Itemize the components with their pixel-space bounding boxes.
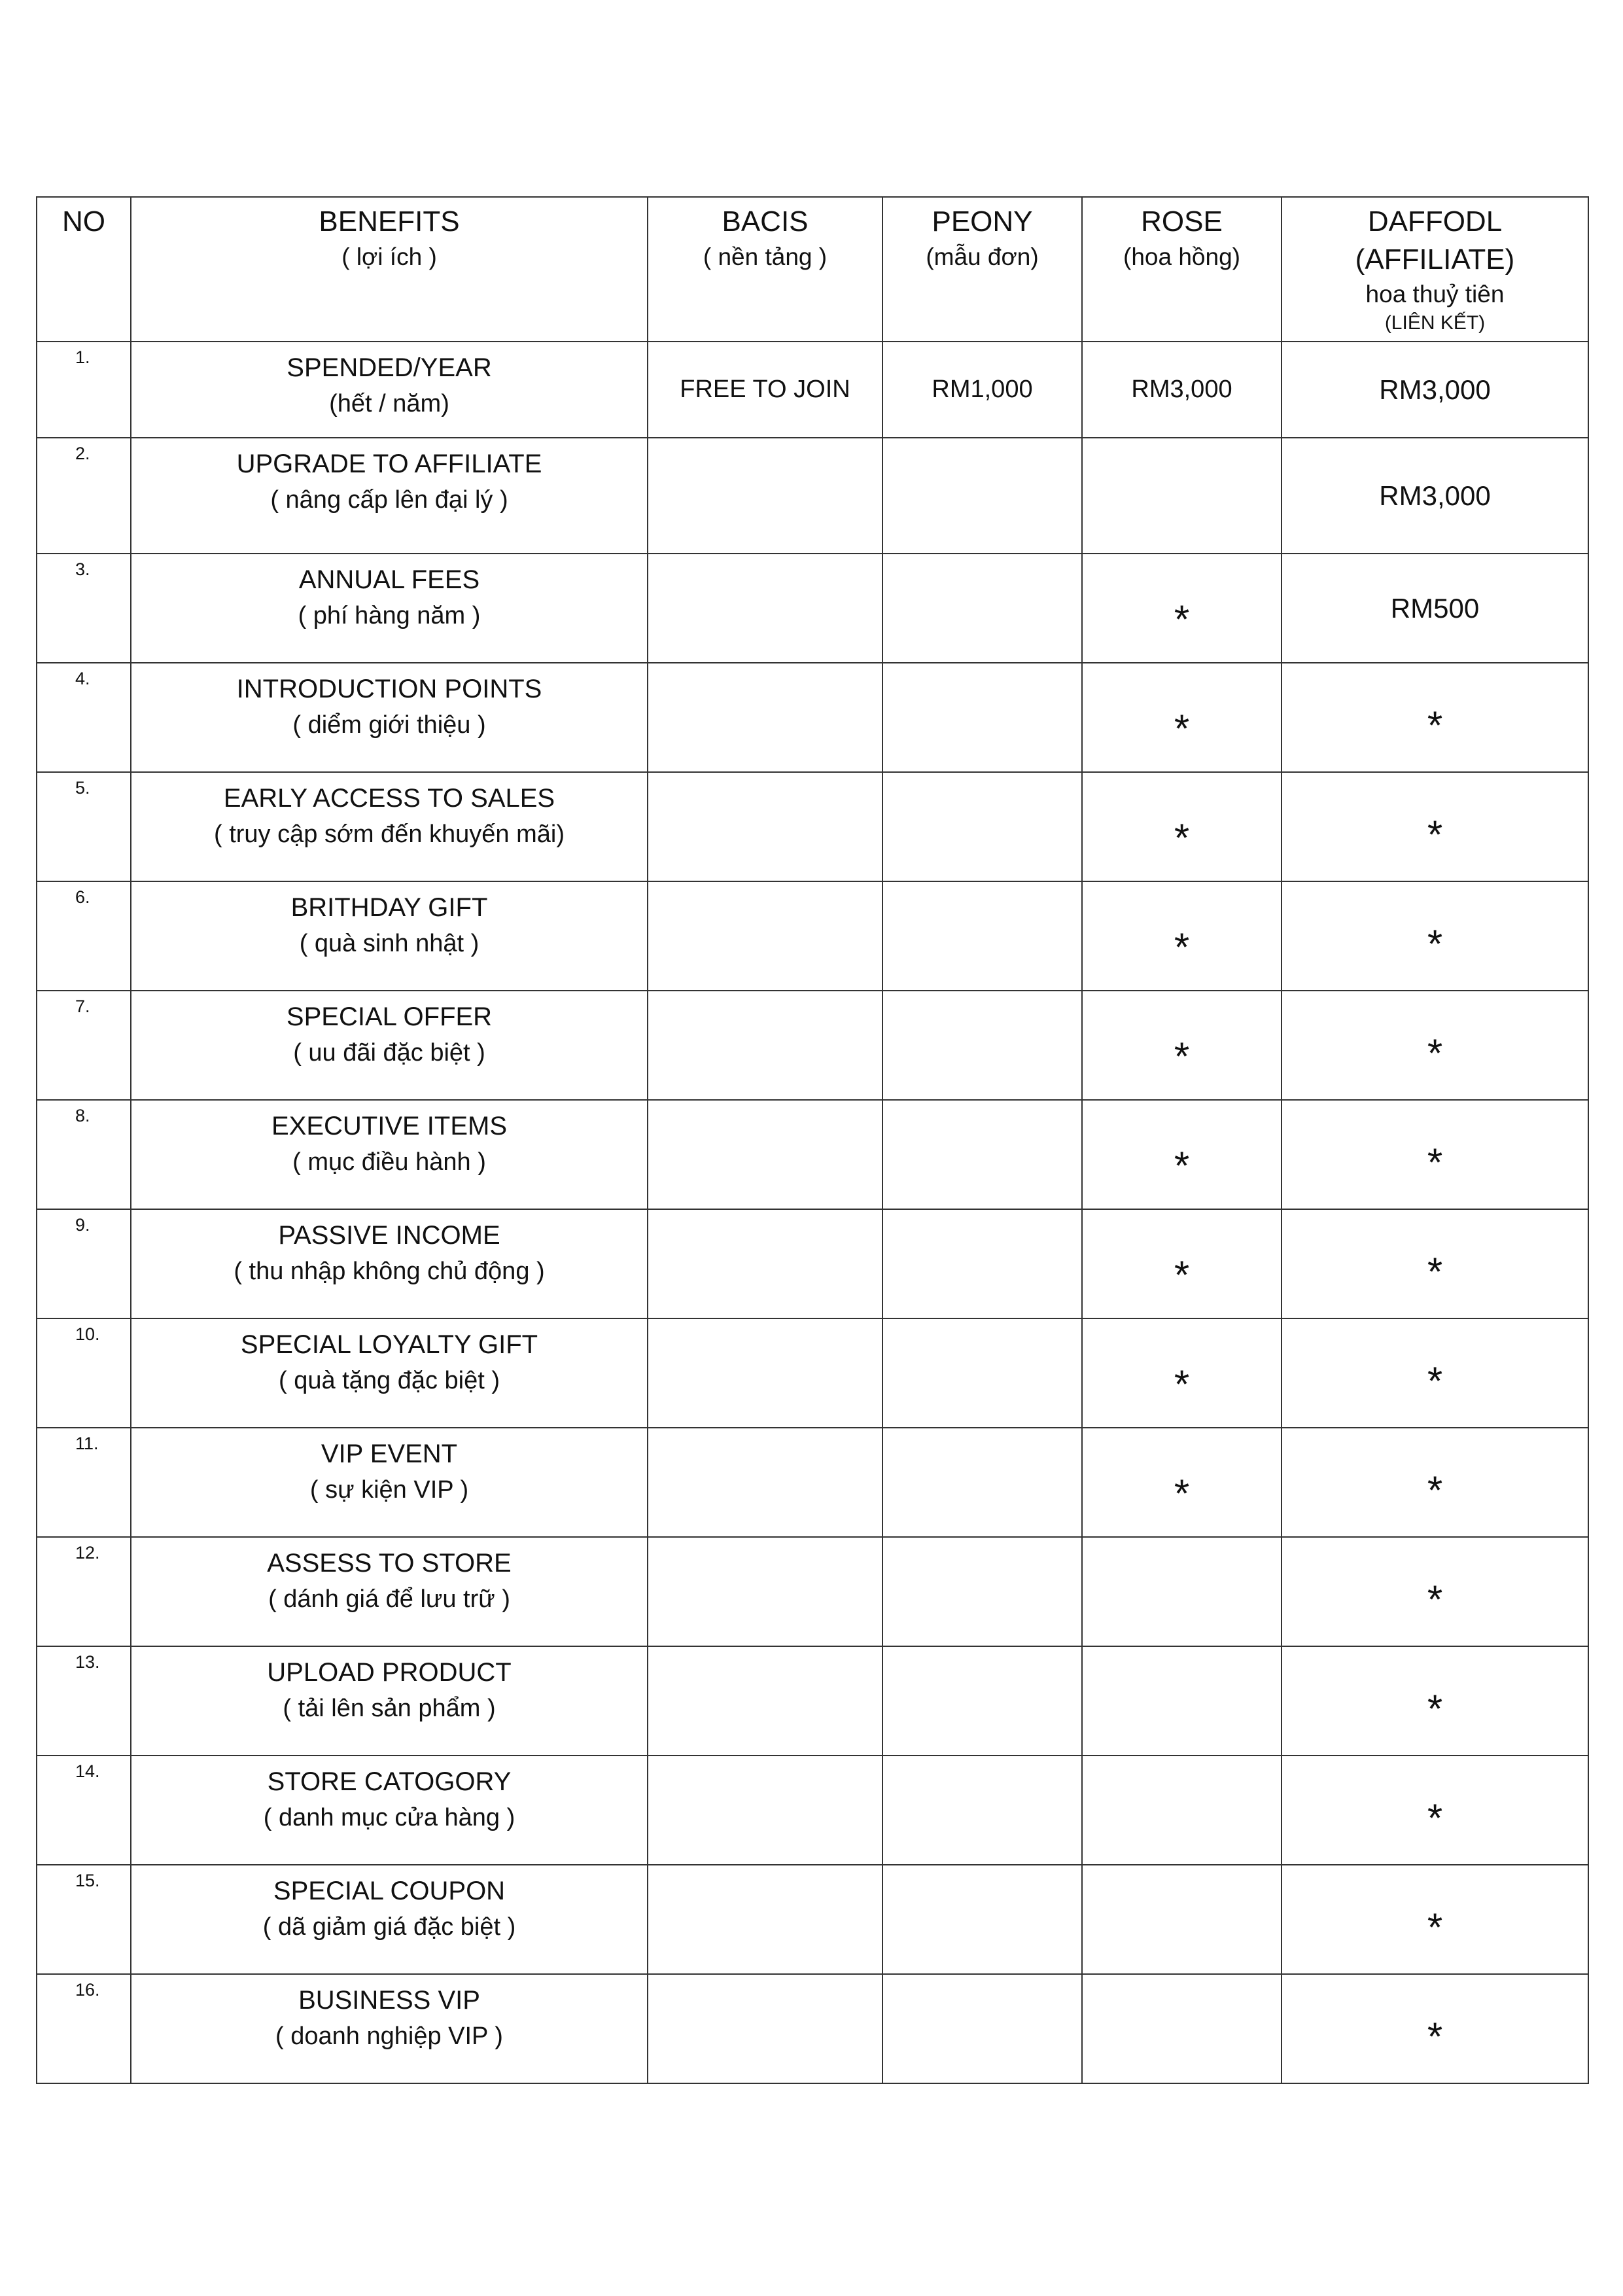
- benefit-title: STORE CATOGORY: [267, 1767, 512, 1796]
- rose-cell: [1082, 881, 1282, 991]
- table-row: [37, 342, 1588, 438]
- row-number: 16.: [75, 1980, 100, 2000]
- peony-cell: [882, 1428, 1082, 1537]
- daffodl-value: RM3,000: [1379, 374, 1491, 405]
- daffodl-cell: [1282, 1974, 1588, 2083]
- row-number-cell: [37, 772, 131, 881]
- row-number: 1.: [75, 347, 90, 367]
- rose-cell: [1082, 1756, 1282, 1865]
- peony-cell: [882, 772, 1082, 881]
- benefit-cell: [131, 991, 648, 1100]
- rose-cell: [1082, 991, 1282, 1100]
- table-row: [37, 1865, 1588, 1974]
- peony-cell: [882, 554, 1082, 663]
- benefit-subtitle: ( tải lên sản phẩm ): [283, 1695, 496, 1722]
- rose-included-mark: *: [1174, 597, 1190, 641]
- daffodl-cell: [1282, 1318, 1588, 1428]
- table-row: [37, 1100, 1588, 1209]
- bacis-cell: [648, 342, 882, 438]
- row-number-cell: [37, 1974, 131, 2083]
- benefit-cell: [131, 663, 648, 772]
- benefit-subtitle: ( phí hàng năm ): [298, 602, 481, 629]
- benefit-subtitle: (hết / năm): [329, 390, 449, 417]
- bacis-cell: [648, 554, 882, 663]
- row-number-cell: [37, 1537, 131, 1646]
- rose-included-mark: *: [1174, 1362, 1190, 1406]
- benefit-cell: [131, 1756, 648, 1865]
- daffodl-included-mark: *: [1427, 1905, 1443, 1949]
- rose-cell: [1082, 1974, 1282, 2083]
- row-number-cell: [37, 554, 131, 663]
- daffodl-included-mark: *: [1427, 1468, 1443, 1512]
- bacis-cell: [648, 1865, 882, 1974]
- header-benefits: [131, 197, 648, 342]
- table-row: [37, 991, 1588, 1100]
- row-number: 15.: [75, 1871, 100, 1890]
- daffodl-included-mark: *: [1427, 2014, 1443, 2058]
- benefit-cell: [131, 1865, 648, 1974]
- row-number-cell: [37, 1865, 131, 1974]
- row-number: 2.: [75, 444, 90, 463]
- benefit-title: ANNUAL FEES: [298, 565, 480, 594]
- row-number: 11.: [75, 1434, 99, 1453]
- row-number-cell: [37, 342, 131, 438]
- benefit-cell: [131, 1209, 648, 1318]
- table-row: [37, 1646, 1588, 1756]
- daffodl-cell: [1282, 1100, 1588, 1209]
- benefit-subtitle: ( doanh nghiệp VIP ): [275, 2022, 503, 2050]
- benefit-cell: [131, 342, 648, 438]
- row-number: 10.: [75, 1324, 100, 1344]
- header-daffodl-sub2: (LIÊN KẾT): [1384, 312, 1486, 334]
- benefit-subtitle: ( sự kiện VIP ): [309, 1476, 469, 1504]
- table-row: [37, 438, 1588, 554]
- benefit-cell: [131, 881, 648, 991]
- daffodl-cell: [1282, 1756, 1588, 1865]
- benefit-title: UPLOAD PRODUCT: [267, 1658, 512, 1687]
- benefit-subtitle: ( mục điều hành ): [292, 1148, 486, 1176]
- bacis-cell: [648, 1537, 882, 1646]
- benefit-cell: [131, 1646, 648, 1756]
- bacis-cell: [648, 1756, 882, 1865]
- peony-cell: [882, 663, 1082, 772]
- rose-cell: [1082, 342, 1282, 438]
- benefit-subtitle: ( quà tặng đặc biệt ): [279, 1367, 500, 1394]
- rose-cell: [1082, 554, 1282, 663]
- header-bacis-sub: ( nền tảng ): [703, 243, 828, 270]
- rose-cell: [1082, 1646, 1282, 1756]
- rose-cell: [1082, 1537, 1282, 1646]
- rose-cell: [1082, 1428, 1282, 1537]
- benefit-cell: [131, 554, 648, 663]
- benefit-subtitle: ( nâng cấp lên đại lý ): [270, 486, 508, 514]
- rose-value: RM3,000: [1131, 376, 1232, 403]
- peony-cell: [882, 1646, 1082, 1756]
- daffodl-included-mark: *: [1427, 921, 1443, 966]
- header-bacis: [648, 197, 882, 342]
- daffodl-cell: [1282, 772, 1588, 881]
- benefit-cell: [131, 772, 648, 881]
- row-number: 12.: [75, 1543, 100, 1563]
- benefit-title: EXECUTIVE ITEMS: [271, 1112, 508, 1140]
- rose-included-mark: *: [1174, 1252, 1190, 1297]
- benefit-title: SPECIAL LOYALTY GIFT: [240, 1330, 538, 1359]
- daffodl-cell: [1282, 342, 1588, 438]
- peony-cell: [882, 1537, 1082, 1646]
- benefit-subtitle: ( danh mục cửa hàng ): [263, 1804, 515, 1831]
- daffodl-included-mark: *: [1427, 812, 1443, 857]
- benefit-subtitle: ( thu nhập không chủ động ): [234, 1258, 545, 1285]
- daffodl-included-mark: *: [1427, 1140, 1443, 1184]
- row-number-cell: [37, 1756, 131, 1865]
- header-daffodl: [1282, 197, 1588, 342]
- benefit-title: VIP EVENT: [321, 1439, 458, 1468]
- rose-cell: [1082, 663, 1282, 772]
- header-rose-title: ROSE: [1141, 205, 1223, 238]
- header-benefits-sub: ( lợi ích ): [341, 243, 437, 270]
- bacis-cell: [648, 438, 882, 554]
- bacis-value: FREE TO JOIN: [680, 376, 850, 403]
- bacis-cell: [648, 1646, 882, 1756]
- benefit-title: EARLY ACCESS TO SALES: [223, 784, 555, 813]
- benefit-subtitle: ( diểm giới thiệu ): [292, 711, 486, 739]
- benefit-subtitle: ( dánh giá để lưu trữ ): [268, 1585, 510, 1613]
- row-number-cell: [37, 438, 131, 554]
- daffodl-cell: [1282, 991, 1588, 1100]
- daffodl-value: RM3,000: [1379, 480, 1491, 511]
- row-number: 14.: [75, 1761, 100, 1781]
- rose-included-mark: *: [1174, 1143, 1190, 1188]
- bacis-cell: [648, 1428, 882, 1537]
- daffodl-included-mark: *: [1427, 1358, 1443, 1403]
- peony-cell: [882, 438, 1082, 554]
- row-number: 4.: [75, 669, 90, 688]
- benefit-title: BUSINESS VIP: [298, 1986, 480, 2015]
- row-number: 13.: [75, 1652, 100, 1672]
- header-daffodl-title: DAFFODL: [1367, 205, 1503, 238]
- row-number-cell: [37, 1428, 131, 1537]
- bacis-cell: [648, 991, 882, 1100]
- peony-cell: [882, 881, 1082, 991]
- row-number-cell: [37, 1318, 131, 1428]
- daffodl-value: RM500: [1390, 592, 1480, 624]
- header-no: [37, 197, 131, 342]
- rose-cell: [1082, 1100, 1282, 1209]
- bacis-cell: [648, 663, 882, 772]
- header-no-label: NO: [62, 205, 105, 238]
- benefit-subtitle: ( quà sinh nhật ): [299, 930, 480, 957]
- peony-cell: [882, 1209, 1082, 1318]
- peony-cell: [882, 1974, 1082, 2083]
- header-peony-title: PEONY: [932, 205, 1033, 238]
- daffodl-cell: [1282, 554, 1588, 663]
- rose-included-mark: *: [1174, 925, 1190, 969]
- row-number: 7.: [75, 997, 90, 1016]
- rose-cell: [1082, 772, 1282, 881]
- row-number-cell: [37, 991, 131, 1100]
- row-number-cell: [37, 663, 131, 772]
- benefit-title: UPGRADE TO AFFILIATE: [236, 450, 542, 478]
- peony-value: RM1,000: [932, 376, 1033, 403]
- row-number: 5.: [75, 778, 90, 798]
- peony-cell: [882, 1318, 1082, 1428]
- rose-included-mark: *: [1174, 1471, 1190, 1515]
- daffodl-cell: [1282, 663, 1588, 772]
- rose-cell: [1082, 1209, 1282, 1318]
- header-peony-sub: (mẫu đơn): [926, 243, 1039, 270]
- header-rose: [1082, 197, 1282, 342]
- daffodl-cell: [1282, 1646, 1588, 1756]
- benefit-title: PASSIVE INCOME: [278, 1221, 500, 1250]
- table-row: [37, 1428, 1588, 1537]
- row-number: 9.: [75, 1215, 90, 1235]
- benefit-title: SPENDED/YEAR: [287, 353, 492, 382]
- daffodl-included-mark: *: [1427, 1031, 1443, 1075]
- benefit-title: INTRODUCTION POINTS: [236, 675, 542, 703]
- row-number-cell: [37, 1100, 131, 1209]
- benefit-cell: [131, 1974, 648, 2083]
- row-number-cell: [37, 1646, 131, 1756]
- peony-cell: [882, 342, 1082, 438]
- daffodl-included-mark: *: [1427, 703, 1443, 747]
- benefit-subtitle: ( truy cập sớm đến khuyến mãi): [213, 821, 565, 848]
- table-row: [37, 554, 1588, 663]
- header-daffodl-sub: hoa thuỷ tiên: [1365, 281, 1505, 308]
- bacis-cell: [648, 1100, 882, 1209]
- bacis-cell: [648, 1318, 882, 1428]
- row-number: 3.: [75, 559, 90, 579]
- benefit-cell: [131, 1428, 648, 1537]
- bacis-cell: [648, 1974, 882, 2083]
- benefit-cell: [131, 1318, 648, 1428]
- benefits-table: [36, 196, 1589, 2084]
- benefit-subtitle: ( uu đãi đặc biệt ): [293, 1039, 485, 1067]
- table-row: [37, 772, 1588, 881]
- benefit-title: BRITHDAY GIFT: [290, 893, 488, 922]
- header-daffodl-title2: (AFFILIATE): [1355, 243, 1515, 275]
- daffodl-cell: [1282, 1209, 1588, 1318]
- table-row: [37, 881, 1588, 991]
- bacis-cell: [648, 772, 882, 881]
- table-row: [37, 1974, 1588, 2083]
- header-rose-sub: (hoa hồng): [1123, 243, 1240, 270]
- table-row: [37, 1537, 1588, 1646]
- header-benefits-title: BENEFITS: [319, 205, 460, 238]
- header-bacis-title: BACIS: [722, 205, 809, 238]
- rose-included-mark: *: [1174, 815, 1190, 860]
- benefit-cell: [131, 1100, 648, 1209]
- benefit-cell: [131, 438, 648, 554]
- daffodl-cell: [1282, 881, 1588, 991]
- table-row: [37, 1756, 1588, 1865]
- benefit-cell: [131, 1537, 648, 1646]
- daffodl-cell: [1282, 1428, 1588, 1537]
- peony-cell: [882, 1756, 1082, 1865]
- row-number: 8.: [75, 1106, 90, 1125]
- bacis-cell: [648, 1209, 882, 1318]
- table-row: [37, 1209, 1588, 1318]
- bacis-cell: [648, 881, 882, 991]
- benefit-title: SPECIAL COUPON: [273, 1877, 506, 1905]
- rose-cell: [1082, 1865, 1282, 1974]
- table-row: [37, 663, 1588, 772]
- header-peony: [882, 197, 1082, 342]
- daffodl-included-mark: *: [1427, 1686, 1443, 1731]
- daffodl-cell: [1282, 1537, 1588, 1646]
- row-number-cell: [37, 1209, 131, 1318]
- row-number: 6.: [75, 887, 90, 907]
- peony-cell: [882, 1100, 1082, 1209]
- daffodl-included-mark: *: [1427, 1249, 1443, 1294]
- benefit-title: SPECIAL OFFER: [286, 1002, 493, 1031]
- benefit-subtitle: ( dã giảm giá đặc biệt ): [262, 1913, 516, 1941]
- rose-cell: [1082, 438, 1282, 554]
- daffodl-included-mark: *: [1427, 1795, 1443, 1840]
- header-row: [37, 197, 1588, 342]
- table-body: [37, 342, 1588, 2083]
- rose-included-mark: *: [1174, 706, 1190, 751]
- table-row: [37, 1318, 1588, 1428]
- rose-cell: [1082, 1318, 1282, 1428]
- benefit-title: ASSESS TO STORE: [267, 1549, 512, 1578]
- daffodl-cell: [1282, 1865, 1588, 1974]
- daffodl-cell: [1282, 438, 1588, 554]
- row-number-cell: [37, 881, 131, 991]
- peony-cell: [882, 1865, 1082, 1974]
- rose-included-mark: *: [1174, 1034, 1190, 1078]
- daffodl-included-mark: *: [1427, 1577, 1443, 1621]
- peony-cell: [882, 991, 1082, 1100]
